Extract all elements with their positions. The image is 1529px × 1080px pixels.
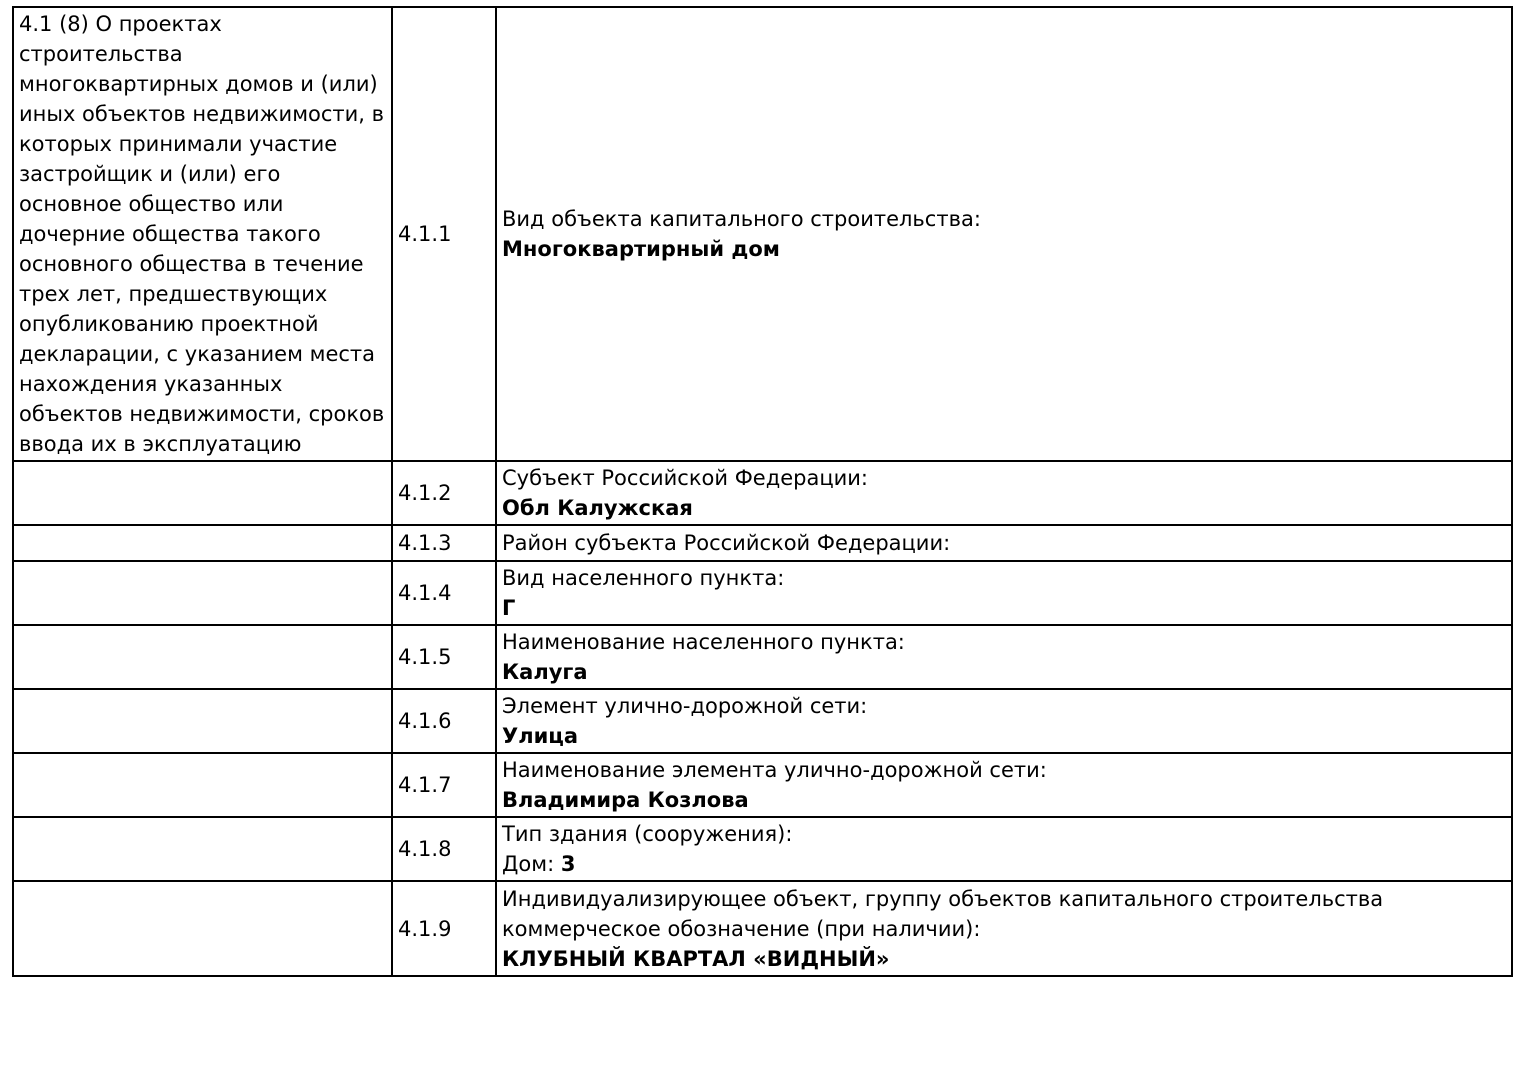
field-label: Район субъекта Российской Федерации: bbox=[502, 531, 951, 555]
section-cell-empty bbox=[13, 461, 392, 525]
row-number: 4.1.3 bbox=[392, 525, 496, 561]
field-value: Г bbox=[502, 596, 516, 620]
table-row bbox=[13, 561, 1512, 625]
field-value-line bbox=[502, 849, 1506, 879]
section-cell-empty bbox=[13, 525, 392, 561]
row-content bbox=[496, 689, 1512, 753]
row-content bbox=[496, 817, 1512, 881]
table-row bbox=[13, 525, 1512, 561]
field-label: Наименование элемента улично-дорожной сети: bbox=[502, 758, 1047, 782]
field-value-prefix: Дом: bbox=[502, 852, 561, 876]
section-cell-empty bbox=[13, 561, 392, 625]
row-number: 4.1.7 bbox=[392, 753, 496, 817]
section-cell-empty bbox=[13, 881, 392, 976]
field-label: Наименование населенного пункта: bbox=[502, 630, 905, 654]
field-label: Индивидуализирующее объект, группу объектов капитального строительства коммерческое обозначение (при наличии): bbox=[502, 886, 1384, 941]
row-content bbox=[496, 7, 1512, 461]
row-number: 4.1.4 bbox=[392, 561, 496, 625]
field-label: Тип здания (сооружения): bbox=[502, 822, 793, 846]
table-row bbox=[13, 689, 1512, 753]
field-label: Вид объекта капитального строительства: bbox=[502, 207, 981, 231]
field-value: Многоквартирный дом bbox=[502, 237, 780, 261]
row-content bbox=[496, 625, 1512, 689]
table-row bbox=[13, 753, 1512, 817]
row-number: 4.1.1 bbox=[392, 7, 496, 461]
table-row bbox=[13, 881, 1512, 976]
section-cell-empty bbox=[13, 625, 392, 689]
row-content bbox=[496, 561, 1512, 625]
row-number: 4.1.2 bbox=[392, 461, 496, 525]
field-value: КЛУБНЫЙ КВАРТАЛ «ВИДНЫЙ» bbox=[502, 946, 890, 971]
declaration-table bbox=[12, 6, 1513, 977]
row-number: 4.1.9 bbox=[392, 881, 496, 976]
section-cell-empty bbox=[13, 689, 392, 753]
row-number: 4.1.8 bbox=[392, 817, 496, 881]
row-content bbox=[496, 881, 1512, 976]
section-description: 4.1 (8) О проектах строительства многоквартирных домов и (или) иных объектов недвижимости, в которых принимали участие застройщик и (или) его основное общество или дочерние общества такого основного общества в течение трех лет, предшествующих опубликованию проектной декларации, с указанием места нахождения указанных объектов недвижимости, сроков ввода их в эксплуатацию bbox=[13, 7, 392, 461]
row-content bbox=[496, 525, 1512, 561]
table-row bbox=[13, 7, 1512, 461]
section-cell-empty bbox=[13, 753, 392, 817]
field-value: Владимира Козлова bbox=[502, 788, 749, 812]
row-number: 4.1.5 bbox=[392, 625, 496, 689]
field-value: Калуга bbox=[502, 660, 588, 684]
row-content bbox=[496, 753, 1512, 817]
field-label: Вид населенного пункта: bbox=[502, 566, 785, 590]
table-row bbox=[13, 817, 1512, 881]
row-content bbox=[496, 461, 1512, 525]
field-label: Субъект Российской Федерации: bbox=[502, 466, 868, 490]
field-value: Улица bbox=[502, 724, 579, 748]
field-value: Обл Калужская bbox=[502, 496, 693, 520]
field-label: Элемент улично-дорожной сети: bbox=[502, 694, 868, 718]
table-row bbox=[13, 625, 1512, 689]
field-value: 3 bbox=[560, 852, 576, 876]
section-cell-empty bbox=[13, 817, 392, 881]
row-number: 4.1.6 bbox=[392, 689, 496, 753]
table-row bbox=[13, 461, 1512, 525]
